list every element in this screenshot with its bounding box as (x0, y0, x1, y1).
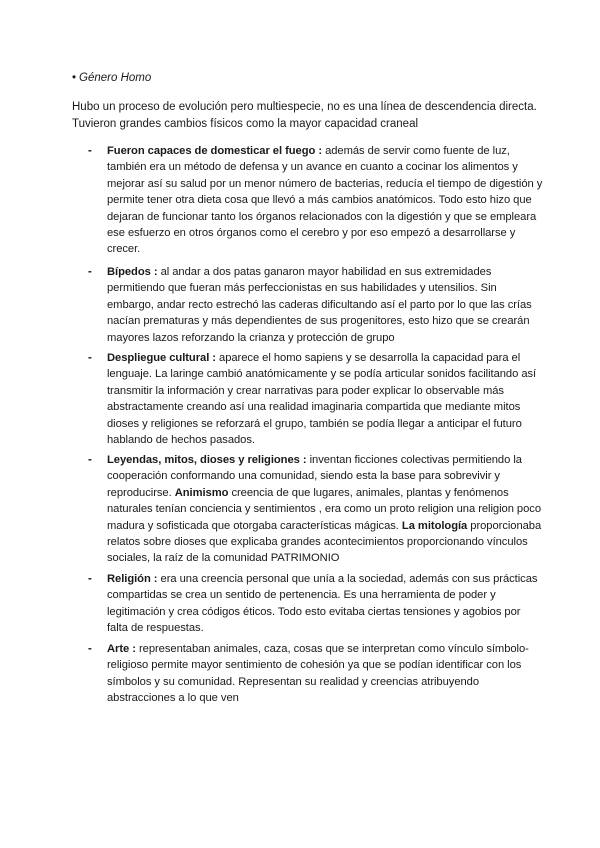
dash-bullet: - (88, 145, 92, 157)
bold-term: La mitología (401, 519, 468, 532)
dash-bullet: - (88, 454, 92, 466)
list-item-text (107, 264, 543, 346)
body-text: creencia de que lugares, animales, plantas y fenómenos naturales tenían conciencia y sentimientos , era como un proto religion una religion poco madura y sofisticada que otorgaba características mágicas. (107, 486, 541, 532)
section-heading (72, 70, 151, 86)
bullet-icon: • (72, 72, 77, 84)
list-item-text (107, 452, 543, 567)
bold-term: Fueron capaces de domesticar el fuego : (107, 145, 323, 157)
dash-bullet: - (88, 643, 92, 655)
body-text: proporcionaba relatos sobre dioses que explicaba grandes acontecimientos proporcionando vínculos sociales, la raíz de la comunidad PATRIMONIO (107, 519, 542, 565)
body-text: aparece el homo sapiens y se desarrolla la capacidad para el lenguaje. La laringe cambió anatómicamente y se podía articular sonidos facilitando así transmitir la información y crear narrativas para poder explicar lo observable más abstractamente creando así una realidad imaginaria compartida que mediante mitos dioses y religiones se reforzará el grupo, también se podía llegar a anticipar el futuro hablando de hechos pasados. (107, 352, 537, 447)
bold-term: Leyendas, mitos, dioses y religiones : (107, 454, 307, 466)
body-text: representaban animales, caza, cosas que se interpretan como vínculo símbolo-religioso permite mayor sentimiento de cohesión ya que se podían identificar con los símbolos y su comunidad. Representan su realidad y creencias atribuyendo abstracciones a lo que ven (107, 643, 529, 705)
body-text: además de servir como fuente de luz, también era un método de defensa y un avance en cuanto a cocinar los alimentos y mejorar así su salud por un menor número de bacterias, reducía el tiempo de digestión y permite tener otra dieta cosa que llevó a más cambios anatómicos. Todo esto hizo que dejaran de funcionar tanto los órganos relacionados con la digestión y que se empleara ese esfuerzo en otros órganos como el cerebro y por eso empezó a desarrollarse y crecer. (107, 145, 543, 256)
body-text: al andar a dos patas ganaron mayor habilidad en sus extremidades permitiendo que fueran más perfeccionistas en sus habilidades y utensilios. Sin embargo, andar recto estrechó las caderas dificultando así el parto por lo que las crías nacían prematuras y más dependientes de sus progenitores, esto hizo que se crearán mayores lazos reforzando la crianza y protección de grupo (107, 266, 532, 344)
bold-term: Religión : (107, 573, 158, 585)
intro-paragraph: Hubo un proceso de evolución pero multiespecie, no es una línea de descendencia directa. Tuvieron grandes cambios físicos como la mayor capacidad craneal (72, 101, 537, 130)
body-text: inventan ficciones colectivas permitiendo la cooperación conformando una comunidad, siendo esta la base para sobrevivir y reproducirse. (107, 454, 522, 499)
heading-text: Género Homo (79, 72, 152, 84)
dash-bullet: - (88, 352, 92, 364)
dash-bullet: - (88, 266, 92, 278)
list-item-text (107, 350, 543, 448)
list-item-text (107, 641, 543, 707)
list-item-text (107, 143, 543, 258)
bold-term: Despliegue cultural : (107, 352, 216, 364)
bold-term: Animismo (174, 486, 229, 499)
dash-bullet: - (88, 573, 92, 585)
bold-term: Bípedos : (107, 266, 158, 278)
bold-term: Arte : (107, 643, 136, 655)
body-text: era una creencia personal que unía a la sociedad, además con sus prácticas compartidas se crea un sentido de pertenencia. Es una herramienta de poder y legitimación y crea códigos éticos. Todo esto evitaba ciertas tensiones y agobios por falta de respuestas. (107, 573, 538, 635)
list-item-text (107, 571, 543, 637)
